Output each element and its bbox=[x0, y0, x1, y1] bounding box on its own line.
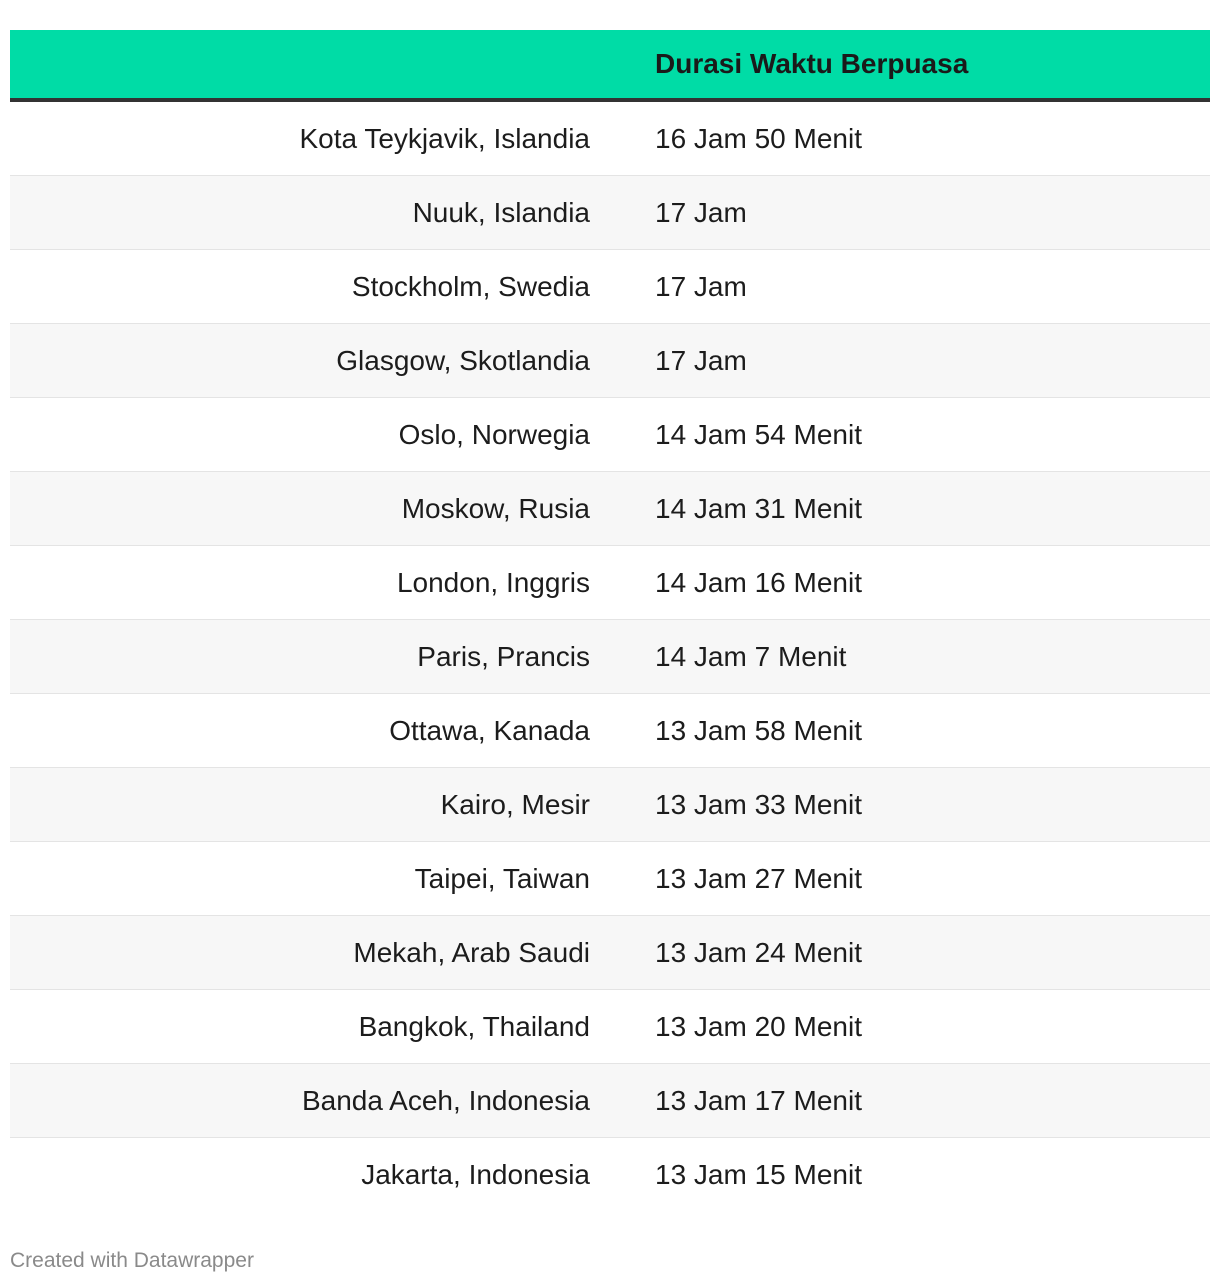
datawrapper-credit: Created with Datawrapper bbox=[10, 1249, 254, 1272]
duration-cell: 17 Jam bbox=[655, 270, 747, 302]
table-row bbox=[10, 694, 1210, 768]
duration-cell: 14 Jam 16 Menit bbox=[655, 566, 862, 598]
city-cell: London, Inggris bbox=[396, 566, 590, 598]
table-body bbox=[10, 102, 1210, 1211]
city-cell: Stockholm, Swedia bbox=[351, 270, 590, 302]
city-cell: Bangkok, Thailand bbox=[358, 1010, 590, 1042]
duration-cell: 14 Jam 31 Menit bbox=[655, 492, 862, 524]
table-row bbox=[10, 546, 1210, 620]
table-row bbox=[10, 324, 1210, 398]
duration-cell: 14 Jam 7 Menit bbox=[655, 640, 847, 672]
duration-cell: 13 Jam 17 Menit bbox=[655, 1084, 862, 1116]
table-row bbox=[10, 842, 1210, 916]
city-cell: Kairo, Mesir bbox=[440, 788, 590, 820]
duration-cell: 13 Jam 20 Menit bbox=[655, 1010, 862, 1042]
city-cell: Banda Aceh, Indonesia bbox=[301, 1084, 590, 1116]
table-row bbox=[10, 768, 1210, 842]
data-table bbox=[10, 30, 1210, 1211]
duration-cell: 13 Jam 15 Menit bbox=[655, 1158, 862, 1190]
city-cell: Ottawa, Kanada bbox=[389, 714, 590, 746]
duration-cell: 17 Jam bbox=[655, 344, 747, 376]
city-cell: Jakarta, Indonesia bbox=[361, 1158, 590, 1190]
table-row bbox=[10, 990, 1210, 1064]
city-cell: Oslo, Norwegia bbox=[398, 418, 590, 450]
table-row bbox=[10, 398, 1210, 472]
city-cell: Moskow, Rusia bbox=[401, 492, 590, 524]
duration-cell: 16 Jam 50 Menit bbox=[655, 122, 862, 154]
city-cell: Paris, Prancis bbox=[417, 640, 590, 672]
duration-cell: 14 Jam 54 Menit bbox=[655, 418, 862, 450]
duration-cell: 13 Jam 24 Menit bbox=[655, 936, 862, 968]
table-row bbox=[10, 620, 1210, 694]
table-header bbox=[10, 30, 1210, 102]
table-row bbox=[10, 1064, 1210, 1138]
table-row bbox=[10, 102, 1210, 176]
city-cell: Nuuk, Islandia bbox=[412, 196, 590, 228]
city-cell: Taipei, Taiwan bbox=[414, 862, 590, 894]
city-cell: Kota Teykjavik, Islandia bbox=[299, 122, 590, 154]
header-duration-column: Durasi Waktu Berpuasa bbox=[655, 48, 969, 79]
table-row bbox=[10, 1138, 1210, 1211]
duration-cell: 13 Jam 58 Menit bbox=[655, 714, 862, 746]
duration-cell: 17 Jam bbox=[655, 196, 747, 228]
table-row bbox=[10, 176, 1210, 250]
table-row bbox=[10, 916, 1210, 990]
duration-cell: 13 Jam 27 Menit bbox=[655, 862, 862, 894]
duration-cell: 13 Jam 33 Menit bbox=[655, 788, 862, 820]
city-cell: Glasgow, Skotlandia bbox=[336, 344, 590, 376]
table-row bbox=[10, 472, 1210, 546]
table-row bbox=[10, 250, 1210, 324]
city-cell: Mekah, Arab Saudi bbox=[353, 936, 590, 968]
